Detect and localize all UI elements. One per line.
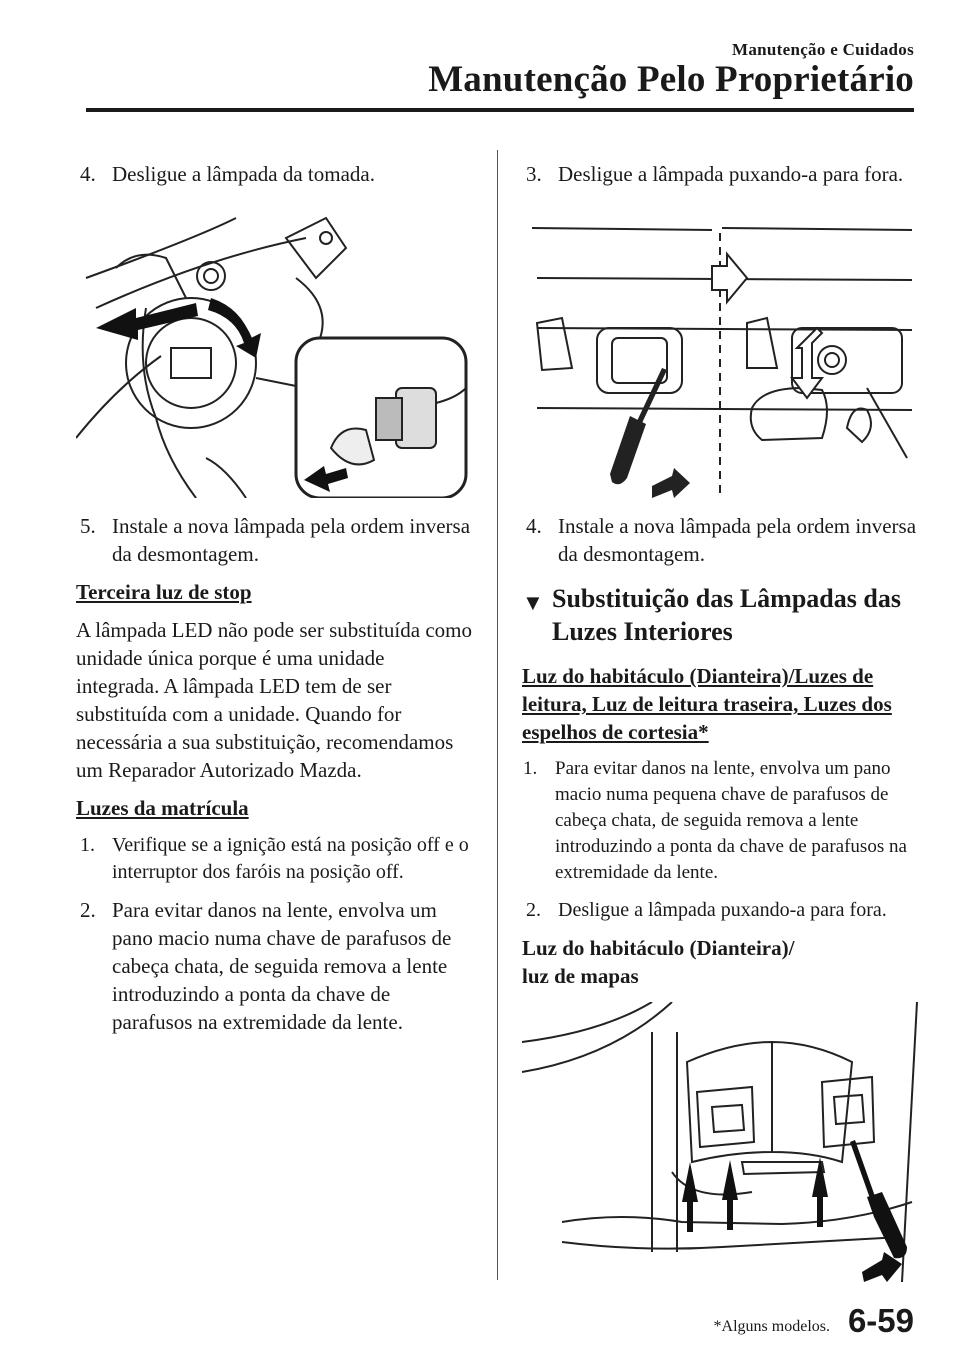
license-plate-lens-removal-illustration <box>522 198 918 498</box>
right-column <box>522 160 918 1296</box>
left-column <box>76 160 472 1046</box>
license-plate-lights-heading: Luzes da matrícula <box>76 796 249 820</box>
step-3-pull-bulb: 3. Desligue a lâmpada puxando-a para fora. <box>526 162 904 186</box>
triangle-down-icon: ▼ <box>522 590 544 615</box>
third-brake-light-text: A lâmpada LED não pode ser substituída como unidade única porque é uma unidade integrada. A lâmpada LED tem de ser substituída com a unidade. Quando for necessária a sua substituição, recomendamos um Reparador Autorizado Mazda. <box>76 618 472 782</box>
third-brake-light-heading: Terceira luz de stop <box>76 580 252 604</box>
interior-step-2: 2. Desligue a lâmpada puxando-a para fora. <box>526 899 887 921</box>
plate-step-1: 1. Verifique se a ignição está na posição off e o interruptor dos faróis na posição off. <box>80 834 469 883</box>
header-rule <box>86 108 914 112</box>
column-divider <box>497 150 498 1280</box>
interior-lights-section-heading: ▼ Substituição das Lâmpadas das Luzes Interiores <box>522 584 901 646</box>
plate-step-2: 2. Para evitar danos na lente, envolva um pano macio numa chave de parafusos de cabeça chata, de seguida remova a lente introduzindo a ponta da chave de parafusos na extremidade da lente. <box>80 898 452 1034</box>
map-light-heading: Luz do habitáculo (Dianteira)/ luz de mapas <box>522 936 795 988</box>
bulb-socket-removal-illustration <box>76 198 472 498</box>
map-light-lens-removal-illustration <box>522 1002 918 1282</box>
step-4-unplug-bulb: 4. Desligue a lâmpada da tomada. <box>80 162 375 186</box>
page-number: 6-59 <box>847 1302 914 1339</box>
interior-step-1: 1. Para evitar danos na lente, envolva um pano macio numa pequena chave de parafusos de cabeça chata, de seguida remova a lente introduzindo a ponta da chave de parafusos na extremidade da lente. <box>523 758 907 883</box>
chapter-label: Manutenção e Cuidados <box>732 40 914 59</box>
footnote: *Alguns modelos. <box>713 1318 830 1335</box>
interior-lights-subheading: Luz do habitáculo (Dianteira)/Luzes de leitura, Luz de leitura traseira, Luzes dos espelhos de cortesia* <box>522 664 892 744</box>
step-5-install-bulb: 5. Instale a nova lâmpada pela ordem inversa da desmontagem. <box>80 514 471 566</box>
step-4-install-bulb: 4. Instale a nova lâmpada pela ordem inversa da desmontagem. <box>526 514 917 566</box>
page-title: Manutenção Pelo Proprietário <box>428 59 914 100</box>
